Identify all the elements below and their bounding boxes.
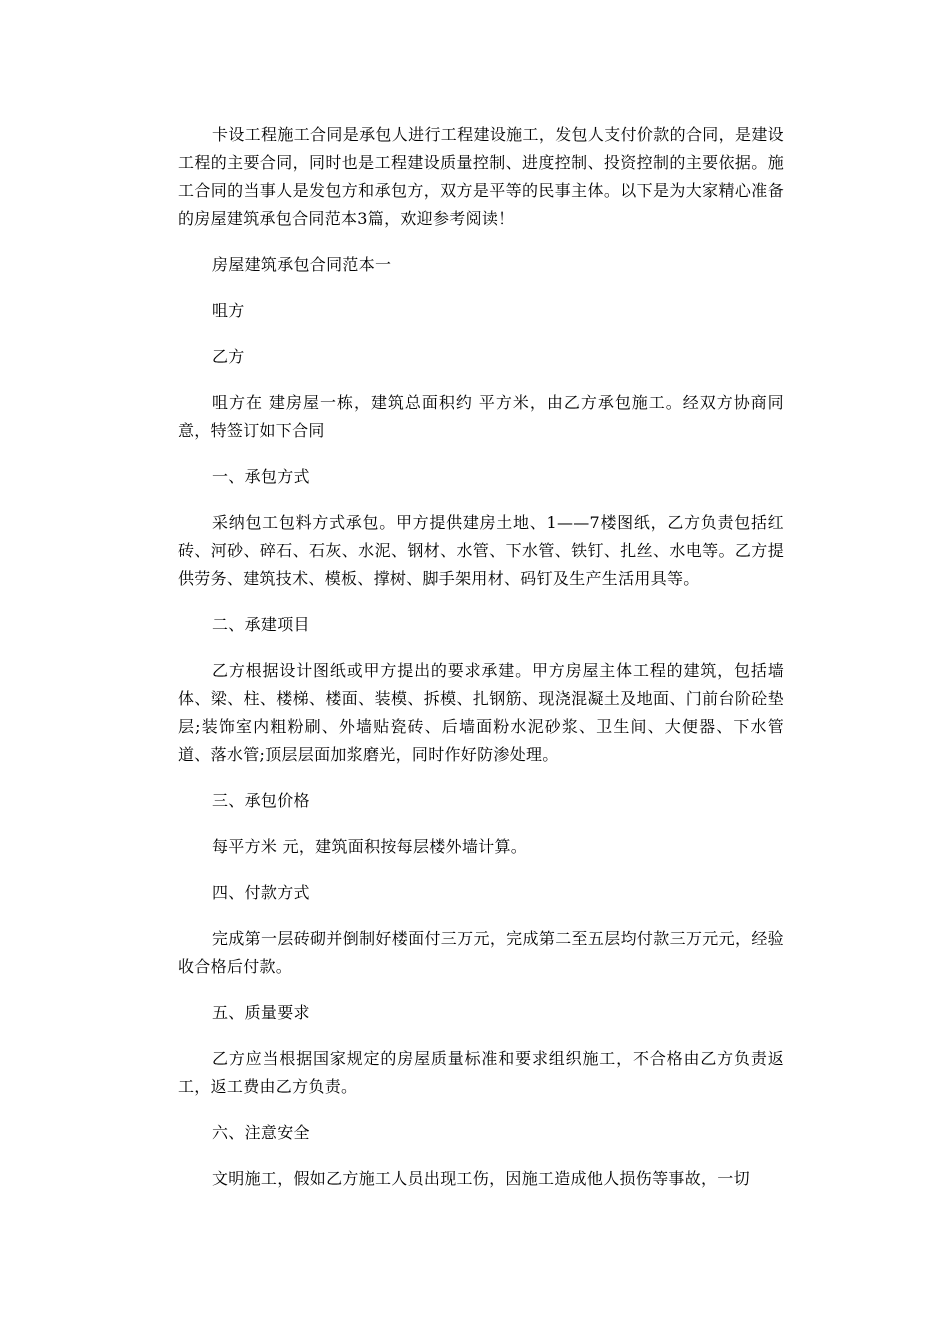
- party-b-label: 乙方: [212, 347, 245, 366]
- section-body-quality: 乙方应当根据国家规定的房屋质量标准和要求组织施工，不合格由乙方负责返工，返工费由乙方负责。: [178, 1049, 784, 1096]
- section-heading-price: 三、承包价格: [212, 791, 310, 810]
- party-a-label: 咀方: [212, 301, 245, 320]
- intro-paragraph: 卡设工程施工合同是承包人进行工程建设施工，发包人支付价款的合同，是建设工程的主要合同，同时也是工程建设质量控制、进度控制、投资控制的主要依据。施工合同的当事人是发包方和承包方，双方是平等的民事主体。以下是为大家精心准备的房屋建筑承包合同范本3篇，欢迎参考阅读！: [178, 125, 784, 228]
- section-heading-quality: 五、质量要求: [212, 1003, 310, 1022]
- section-body-safety: 文明施工，假如乙方施工人员出现工伤，因施工造成他人损伤等事故，一切: [212, 1169, 750, 1188]
- section-heading-contract-method: 一、承包方式: [212, 467, 310, 486]
- section-body-construction-items: 乙方根据设计图纸或甲方提出的要求承建。甲方房屋主体工程的建筑，包括墙体、梁、柱、楼梯、楼面、装模、拆模、扎钢筋、现浇混凝土及地面、门前台阶砼垫层;装饰室内粗粉刷、外墙贴瓷砖、后墙面粉水泥砂浆、卫生间、大便器、下水管道、落水管;顶层层面加浆磨光，同时作好防渗处理。: [178, 661, 784, 764]
- contract-title-one: 房屋建筑承包合同范本一: [212, 255, 392, 274]
- contract-preamble: 咀方在 建房屋一栋，建筑总面积约 平方米，由乙方承包施工。经双方协商同意，特签订如下合同: [178, 393, 784, 440]
- document-body: [178, 121, 784, 1193]
- section-body-contract-method: 采纳包工包料方式承包。甲方提供建房土地、1——7楼图纸，乙方负责包括红砖、河砂、碎石、石灰、水泥、钢材、水管、下水管、铁钉、扎丝、水电等。乙方提供劳务、建筑技术、模板、撑树、脚手架用材、码钉及生产生活用具等。: [178, 513, 784, 588]
- section-body-payment: 完成第一层砖砌并倒制好楼面付三万元，完成第二至五层均付款三万元元，经验收合格后付款。: [178, 929, 784, 976]
- section-heading-safety: 六、注意安全: [212, 1123, 310, 1142]
- section-body-price: 每平方米 元，建筑面积按每层楼外墙计算。: [212, 837, 528, 856]
- section-heading-payment: 四、付款方式: [212, 883, 310, 902]
- section-heading-construction-items: 二、承建项目: [212, 615, 310, 634]
